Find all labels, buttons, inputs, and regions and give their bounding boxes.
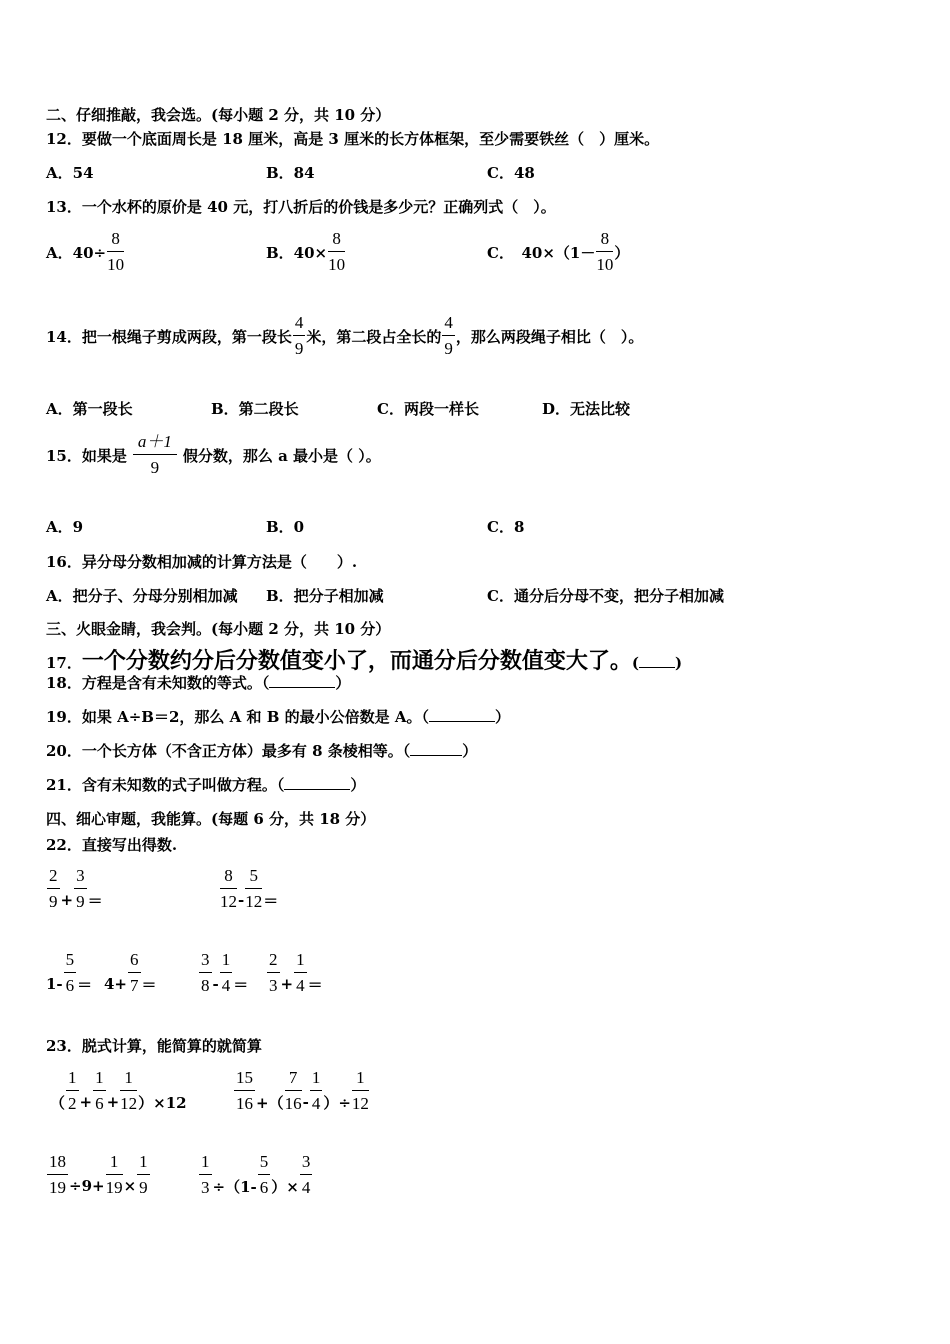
numerator: 1 bbox=[66, 1068, 79, 1091]
q14-option-c: C．两段一样长 bbox=[377, 400, 479, 418]
question-number: 23． bbox=[46, 1037, 82, 1055]
denominator: 19 bbox=[105, 1178, 123, 1197]
section-3-title: 三、火眼金睛，我会判。(每小题 2 分，共 10 分） bbox=[46, 620, 391, 638]
fraction bbox=[199, 1152, 212, 1198]
operator: +（ bbox=[256, 1093, 284, 1112]
denominator: 12 bbox=[245, 892, 263, 911]
fraction bbox=[93, 1068, 106, 1114]
fraction bbox=[300, 1152, 313, 1198]
answer-blank[interactable] bbox=[410, 743, 462, 756]
operator: ÷（1- bbox=[212, 1177, 257, 1196]
denominator: 12 bbox=[220, 892, 237, 911]
fraction bbox=[199, 950, 212, 996]
q23-expression-2 bbox=[233, 1068, 370, 1114]
question-15 bbox=[46, 432, 381, 478]
denominator: 6 bbox=[259, 1178, 269, 1197]
question-number: 21． bbox=[46, 776, 82, 794]
denominator: 3 bbox=[201, 1178, 210, 1197]
question-number: 15． bbox=[46, 446, 82, 465]
q22-expression-3 bbox=[46, 950, 92, 996]
q15-option-c: C．8 bbox=[487, 518, 525, 536]
paren-close: ） bbox=[462, 742, 478, 760]
numerator: 1 bbox=[294, 950, 307, 973]
fraction bbox=[352, 1068, 369, 1114]
section-2-title: 二、仔细推敲，我会选。(每小题 2 分，共 10 分） bbox=[46, 106, 391, 124]
denominator: 9 bbox=[76, 892, 85, 911]
question-text: 要做一个底面周长是 18 厘米，高是 3 厘米的长方体框架，至少需要铁丝（ ）厘米。 bbox=[81, 130, 660, 148]
fraction bbox=[234, 1068, 255, 1114]
q15-option-b: B．0 bbox=[266, 518, 305, 536]
denominator: 9 bbox=[444, 339, 453, 358]
numerator: 7 bbox=[285, 1068, 302, 1091]
fraction bbox=[128, 950, 141, 996]
numerator: a＋1 bbox=[133, 432, 177, 455]
question-text: 异分母分数相加减的计算方法是（ ）. bbox=[81, 553, 358, 571]
question-number: 20． bbox=[46, 742, 82, 760]
numerator: 8 bbox=[220, 866, 237, 889]
denominator: 2 bbox=[68, 1094, 77, 1113]
fraction bbox=[106, 1152, 123, 1198]
numerator: 1 bbox=[352, 1068, 369, 1091]
denominator: 9 bbox=[139, 1178, 148, 1197]
numerator: 1 bbox=[199, 1152, 212, 1175]
fraction bbox=[293, 313, 306, 359]
question-text: 如果 A÷B＝2，那么 A 和 B 的最小公倍数是 A。（ bbox=[81, 708, 429, 726]
fraction bbox=[107, 229, 124, 275]
fraction bbox=[442, 313, 455, 359]
question-text: 一个水杯的原价是 40 元，打八折后的价钱是多少元？正确列式（ ）。 bbox=[81, 198, 556, 216]
numerator: 5 bbox=[64, 950, 77, 973]
paren-open: （ bbox=[50, 1093, 66, 1112]
numerator: 1 bbox=[137, 1152, 150, 1175]
operator: + bbox=[106, 1093, 120, 1111]
denominator: 10 bbox=[107, 255, 125, 274]
operator: ）× bbox=[271, 1177, 299, 1196]
operator: ÷9+ bbox=[69, 1177, 105, 1195]
fraction bbox=[245, 866, 262, 912]
q14-option-b: B．第二段长 bbox=[211, 400, 299, 418]
fraction bbox=[285, 1068, 302, 1114]
fraction bbox=[66, 1068, 79, 1114]
denominator: 3 bbox=[269, 976, 278, 995]
operator: - bbox=[302, 1093, 309, 1111]
denominator: 6 bbox=[65, 976, 75, 995]
numerator: 18 bbox=[47, 1152, 68, 1175]
equals-sign: ＝ bbox=[263, 891, 279, 910]
question-text: 一个长方体（不含正方体）最多有 8 条棱相等。（ bbox=[81, 742, 411, 760]
option-label: A．40÷ bbox=[46, 243, 107, 262]
equals-sign: ＝ bbox=[233, 975, 249, 994]
paren-open: ( bbox=[631, 654, 639, 672]
numerator: 5 bbox=[258, 1152, 271, 1175]
numerator: 3 bbox=[199, 950, 212, 973]
question-text: 假分数，那么 a 最小是（ ）。 bbox=[182, 446, 381, 465]
equals-sign: ＝ bbox=[87, 891, 103, 910]
paren-close: ) bbox=[675, 654, 683, 672]
question-number: 14． bbox=[46, 327, 82, 346]
q14-option-a: A．第一段长 bbox=[46, 400, 133, 418]
denominator: 9 bbox=[150, 458, 160, 477]
numerator: 5 bbox=[245, 866, 262, 889]
question-22 bbox=[46, 834, 177, 855]
fraction bbox=[310, 1068, 323, 1114]
fraction bbox=[133, 432, 177, 478]
denominator: 12 bbox=[351, 1094, 369, 1113]
numerator: 1 bbox=[220, 950, 233, 973]
section-4-title: 四、细心审题，我能算。(每题 6 分，共 18 分） bbox=[46, 810, 376, 828]
question-text: 一个分数约分后分数值变小了，而通分后分数值变大了。 bbox=[81, 648, 632, 674]
fraction bbox=[294, 950, 307, 996]
question-13 bbox=[46, 196, 556, 217]
denominator: 10 bbox=[596, 255, 614, 274]
q22-expression-2 bbox=[219, 866, 278, 912]
answer-blank[interactable] bbox=[284, 777, 350, 790]
q16-option-c: C．通分后分母不变，把分子相加减 bbox=[487, 587, 724, 605]
question-number: 22． bbox=[46, 836, 82, 854]
question-16 bbox=[46, 551, 357, 572]
paren-close: ） bbox=[350, 776, 366, 794]
question-text: 方程是含有未知数的等式。（ bbox=[81, 674, 270, 692]
numerator: 6 bbox=[128, 950, 141, 973]
numerator: 1 bbox=[106, 1152, 123, 1175]
question-text: 直接写出得数. bbox=[81, 836, 178, 854]
question-19 bbox=[46, 706, 510, 727]
question-20 bbox=[46, 740, 477, 761]
fraction bbox=[220, 866, 237, 912]
q22-expression-5 bbox=[198, 950, 248, 996]
denominator: 4 bbox=[301, 1178, 311, 1197]
numerator: 2 bbox=[267, 950, 280, 973]
question-text: 如果是 bbox=[81, 446, 127, 465]
numerator: 15 bbox=[234, 1068, 255, 1091]
numerator: 3 bbox=[74, 866, 87, 889]
question-21 bbox=[46, 774, 365, 795]
q23-expression-1 bbox=[50, 1068, 187, 1114]
q22-expression-4 bbox=[104, 950, 157, 996]
question-text: 含有未知数的式子叫做方程。（ bbox=[81, 776, 285, 794]
q13-option-a bbox=[46, 229, 125, 275]
question-text: 把一根绳子剪成两段，第一段长 bbox=[81, 327, 292, 346]
operator: × bbox=[123, 1177, 137, 1195]
equals-sign: ＝ bbox=[141, 975, 157, 994]
option-label: C． 40×（1－ bbox=[487, 243, 596, 262]
numerator: 1 bbox=[93, 1068, 106, 1091]
numerator: 1 bbox=[120, 1068, 137, 1091]
paren-close: ） bbox=[335, 674, 351, 692]
numerator: 8 bbox=[107, 229, 124, 252]
numerator: 8 bbox=[596, 229, 613, 252]
fraction bbox=[47, 1152, 68, 1198]
denominator: 7 bbox=[130, 976, 139, 995]
fraction bbox=[328, 229, 345, 275]
denominator: 19 bbox=[49, 1178, 66, 1197]
fraction bbox=[47, 866, 60, 912]
denominator: 6 bbox=[95, 1094, 104, 1113]
numerator: 4 bbox=[442, 313, 455, 336]
q12-option-c: C．48 bbox=[487, 164, 535, 182]
fraction bbox=[596, 229, 613, 275]
numerator: 2 bbox=[47, 866, 60, 889]
q12-option-a: A．54 bbox=[46, 164, 94, 182]
question-number: 13． bbox=[46, 198, 82, 216]
denominator: 12 bbox=[120, 1094, 138, 1113]
fraction bbox=[267, 950, 280, 996]
fraction bbox=[64, 950, 77, 996]
question-number: 17． bbox=[46, 654, 82, 672]
operator: - bbox=[238, 891, 245, 909]
denominator: 8 bbox=[201, 976, 210, 995]
numerator: 3 bbox=[300, 1152, 313, 1175]
option-close: ） bbox=[614, 243, 630, 262]
q13-option-b bbox=[266, 229, 346, 275]
option-label: B．40× bbox=[266, 243, 328, 262]
denominator: 16 bbox=[284, 1094, 302, 1113]
q15-option-a: A．9 bbox=[46, 518, 84, 536]
operator: ）÷ bbox=[323, 1093, 351, 1112]
question-18 bbox=[46, 672, 350, 693]
question-number: 19． bbox=[46, 708, 82, 726]
fraction bbox=[137, 1152, 150, 1198]
question-text: 米，第二段占全长的 bbox=[306, 327, 442, 346]
operator: + bbox=[280, 975, 294, 993]
q12-option-b: B．84 bbox=[266, 164, 315, 182]
denominator: 10 bbox=[328, 255, 346, 274]
q23-expression-4 bbox=[198, 1152, 313, 1198]
equals-sign: ＝ bbox=[77, 975, 93, 994]
q13-option-c bbox=[487, 229, 629, 275]
prefix: 4+ bbox=[104, 975, 128, 993]
q16-option-a: A．把分子、分母分别相加减 bbox=[46, 587, 238, 605]
fraction bbox=[258, 1152, 271, 1198]
fraction bbox=[120, 1068, 137, 1114]
question-14 bbox=[46, 313, 643, 359]
denominator: 4 bbox=[221, 976, 231, 995]
answer-blank[interactable] bbox=[639, 655, 675, 668]
fraction bbox=[74, 866, 87, 912]
denominator: 4 bbox=[311, 1094, 321, 1113]
paren-close: ）×12 bbox=[138, 1093, 187, 1112]
numerator: 1 bbox=[310, 1068, 323, 1091]
denominator: 9 bbox=[49, 892, 58, 911]
q16-option-b: B．把分子相加减 bbox=[266, 587, 384, 605]
paren-close: ） bbox=[495, 708, 511, 726]
question-12 bbox=[46, 128, 659, 149]
q22-expression-1 bbox=[46, 866, 103, 912]
numerator: 8 bbox=[328, 229, 345, 252]
question-17 bbox=[46, 644, 682, 675]
question-number: 18． bbox=[46, 674, 82, 692]
q23-expression-3 bbox=[46, 1152, 151, 1198]
denominator: 9 bbox=[294, 339, 304, 358]
question-number: 16． bbox=[46, 553, 82, 571]
operator: + bbox=[60, 891, 74, 909]
question-number: 12． bbox=[46, 130, 82, 148]
answer-blank[interactable] bbox=[269, 675, 335, 688]
denominator: 16 bbox=[236, 1094, 253, 1113]
question-text: 脱式计算，能简算的就简算 bbox=[81, 1037, 262, 1055]
operator: - bbox=[212, 975, 219, 993]
equals-sign: ＝ bbox=[307, 975, 323, 994]
q14-option-d: D．无法比较 bbox=[542, 400, 631, 418]
numerator: 4 bbox=[293, 313, 306, 336]
q22-expression-6 bbox=[266, 950, 323, 996]
question-text: ，那么两段绳子相比（ ）。 bbox=[455, 327, 644, 346]
answer-blank[interactable] bbox=[429, 709, 495, 722]
prefix: 1- bbox=[46, 975, 63, 993]
fraction bbox=[220, 950, 233, 996]
denominator: 4 bbox=[296, 976, 305, 995]
operator: + bbox=[79, 1093, 93, 1111]
question-23 bbox=[46, 1035, 262, 1056]
